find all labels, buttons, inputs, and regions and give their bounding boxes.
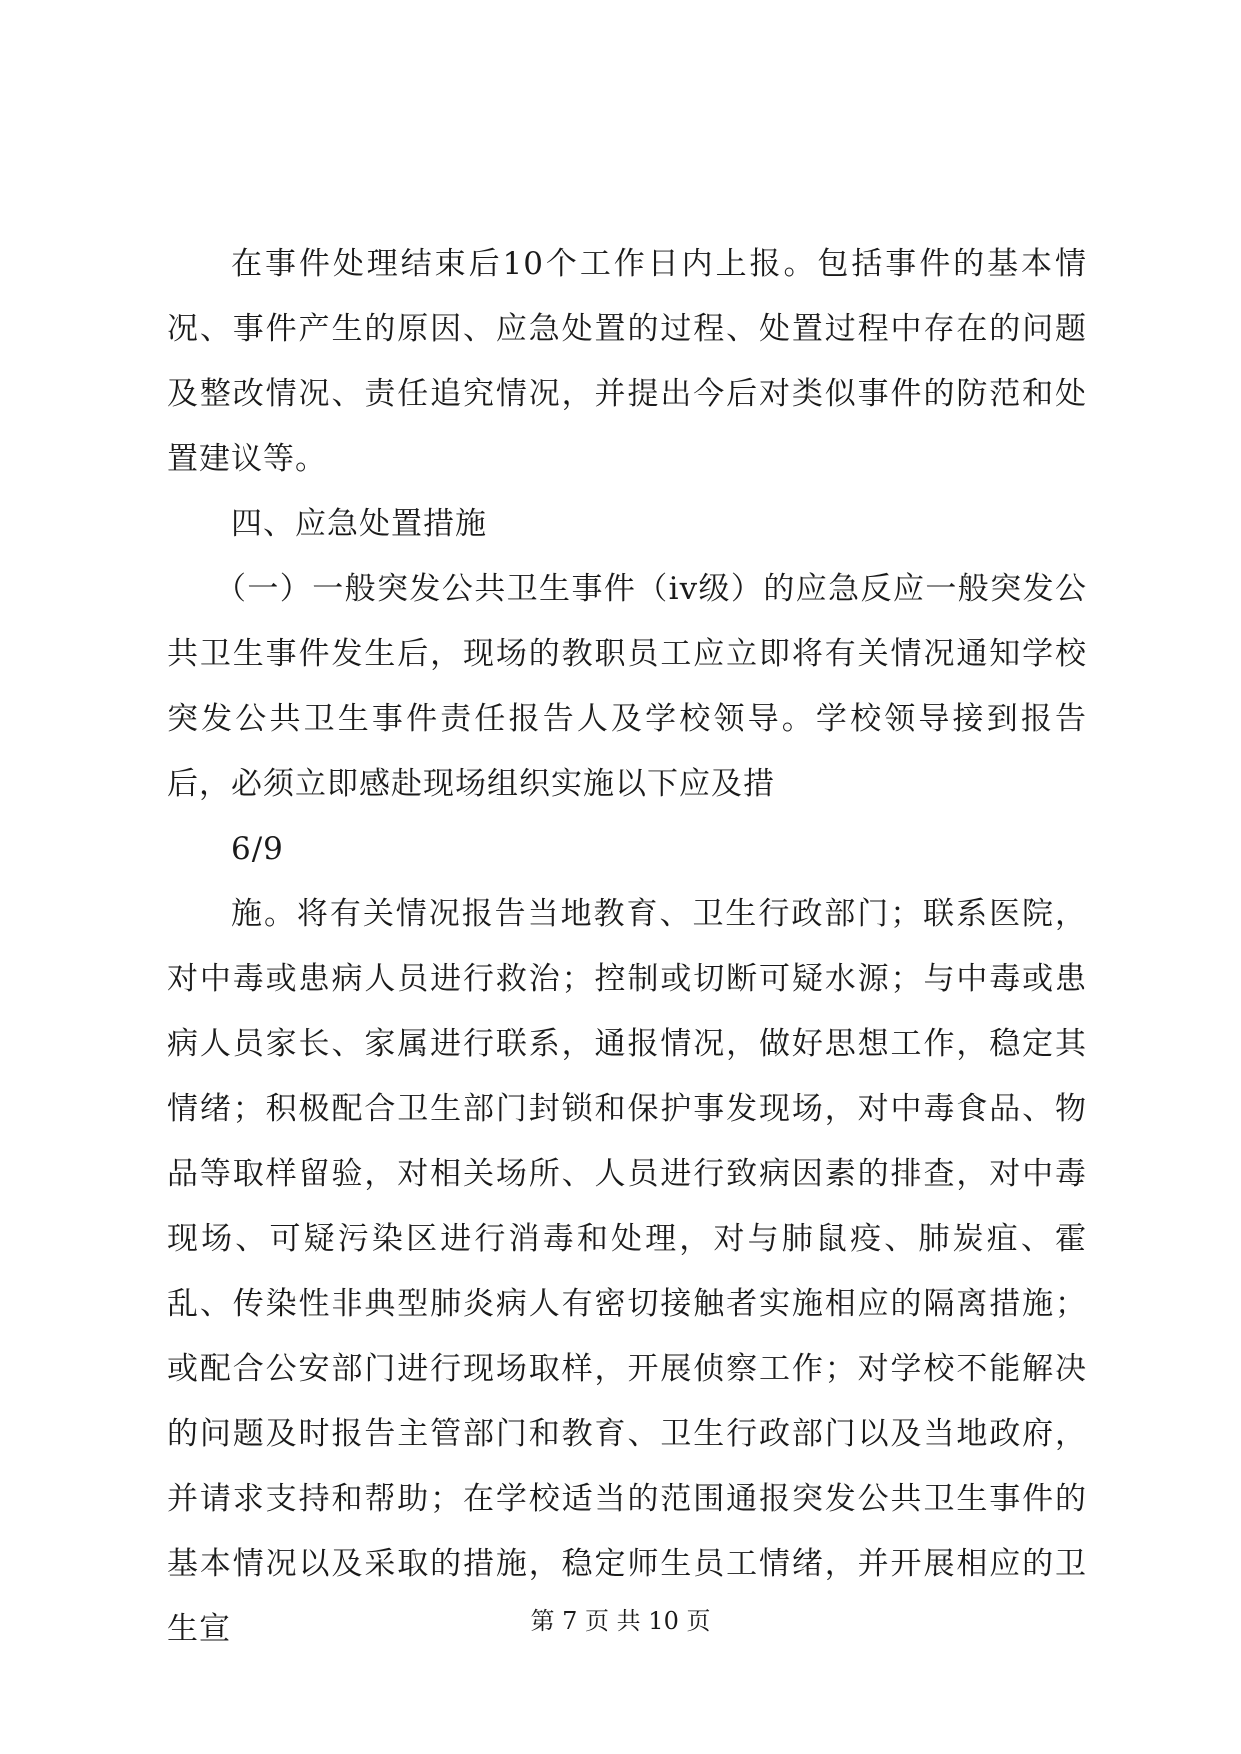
inline-page-marker: 6/9 [231,831,284,867]
page-footer: 第 7 页 共 10 页 [530,1607,711,1635]
document-body [167,232,1087,1662]
paragraph-level-iv-response: （一）一般突发公共卫生事件（iv级）的应急反应一般突发公共卫生事件发生后，现场的教职员工应立即将有关情况通知学校突发公共卫生事件责任报告人及学校领导。学校领导接到报告后，必须立即感赴现场组织实施以下应及措 [167,571,1087,802]
paragraph-measures: 施。将有关情况报告当地教育、卫生行政部门；联系医院，对中毒或患病人员进行救治；控制或切断可疑水源；与中毒或患病人员家长、家属进行联系，通报情况，做好思想工作，稳定其情绪；积极配合卫生部门封锁和保护事发现场，对中毒食品、物品等取样留验，对相关场所、人员进行致病因素的排查，对中毒现场、可疑污染区进行消毒和处理，对与肺鼠疫、肺炭疽、霍乱、传染性非典型肺炎病人有密切接触者实施相应的隔离措施；或配合公安部门进行现场取样，开展侦察工作；对学校不能解决的问题及时报告主管部门和教育、卫生行政部门以及当地政府，并请求支持和帮助；在学校适当的范围通报突发公共卫生事件的基本情况以及采取的措施，稳定师生员工情绪，并开展相应的卫生宣 [167,896,1087,1647]
section-heading-emergency-measures: 四、应急处置措施 [231,506,487,542]
paragraph-report-content: 在事件处理结束后10个工作日内上报。包括事件的基本情况、事件产生的原因、应急处置的过程、处置过程中存在的问题及整改情况、责任追究情况，并提出今后对类似事件的防范和处置建议等。 [167,246,1087,477]
